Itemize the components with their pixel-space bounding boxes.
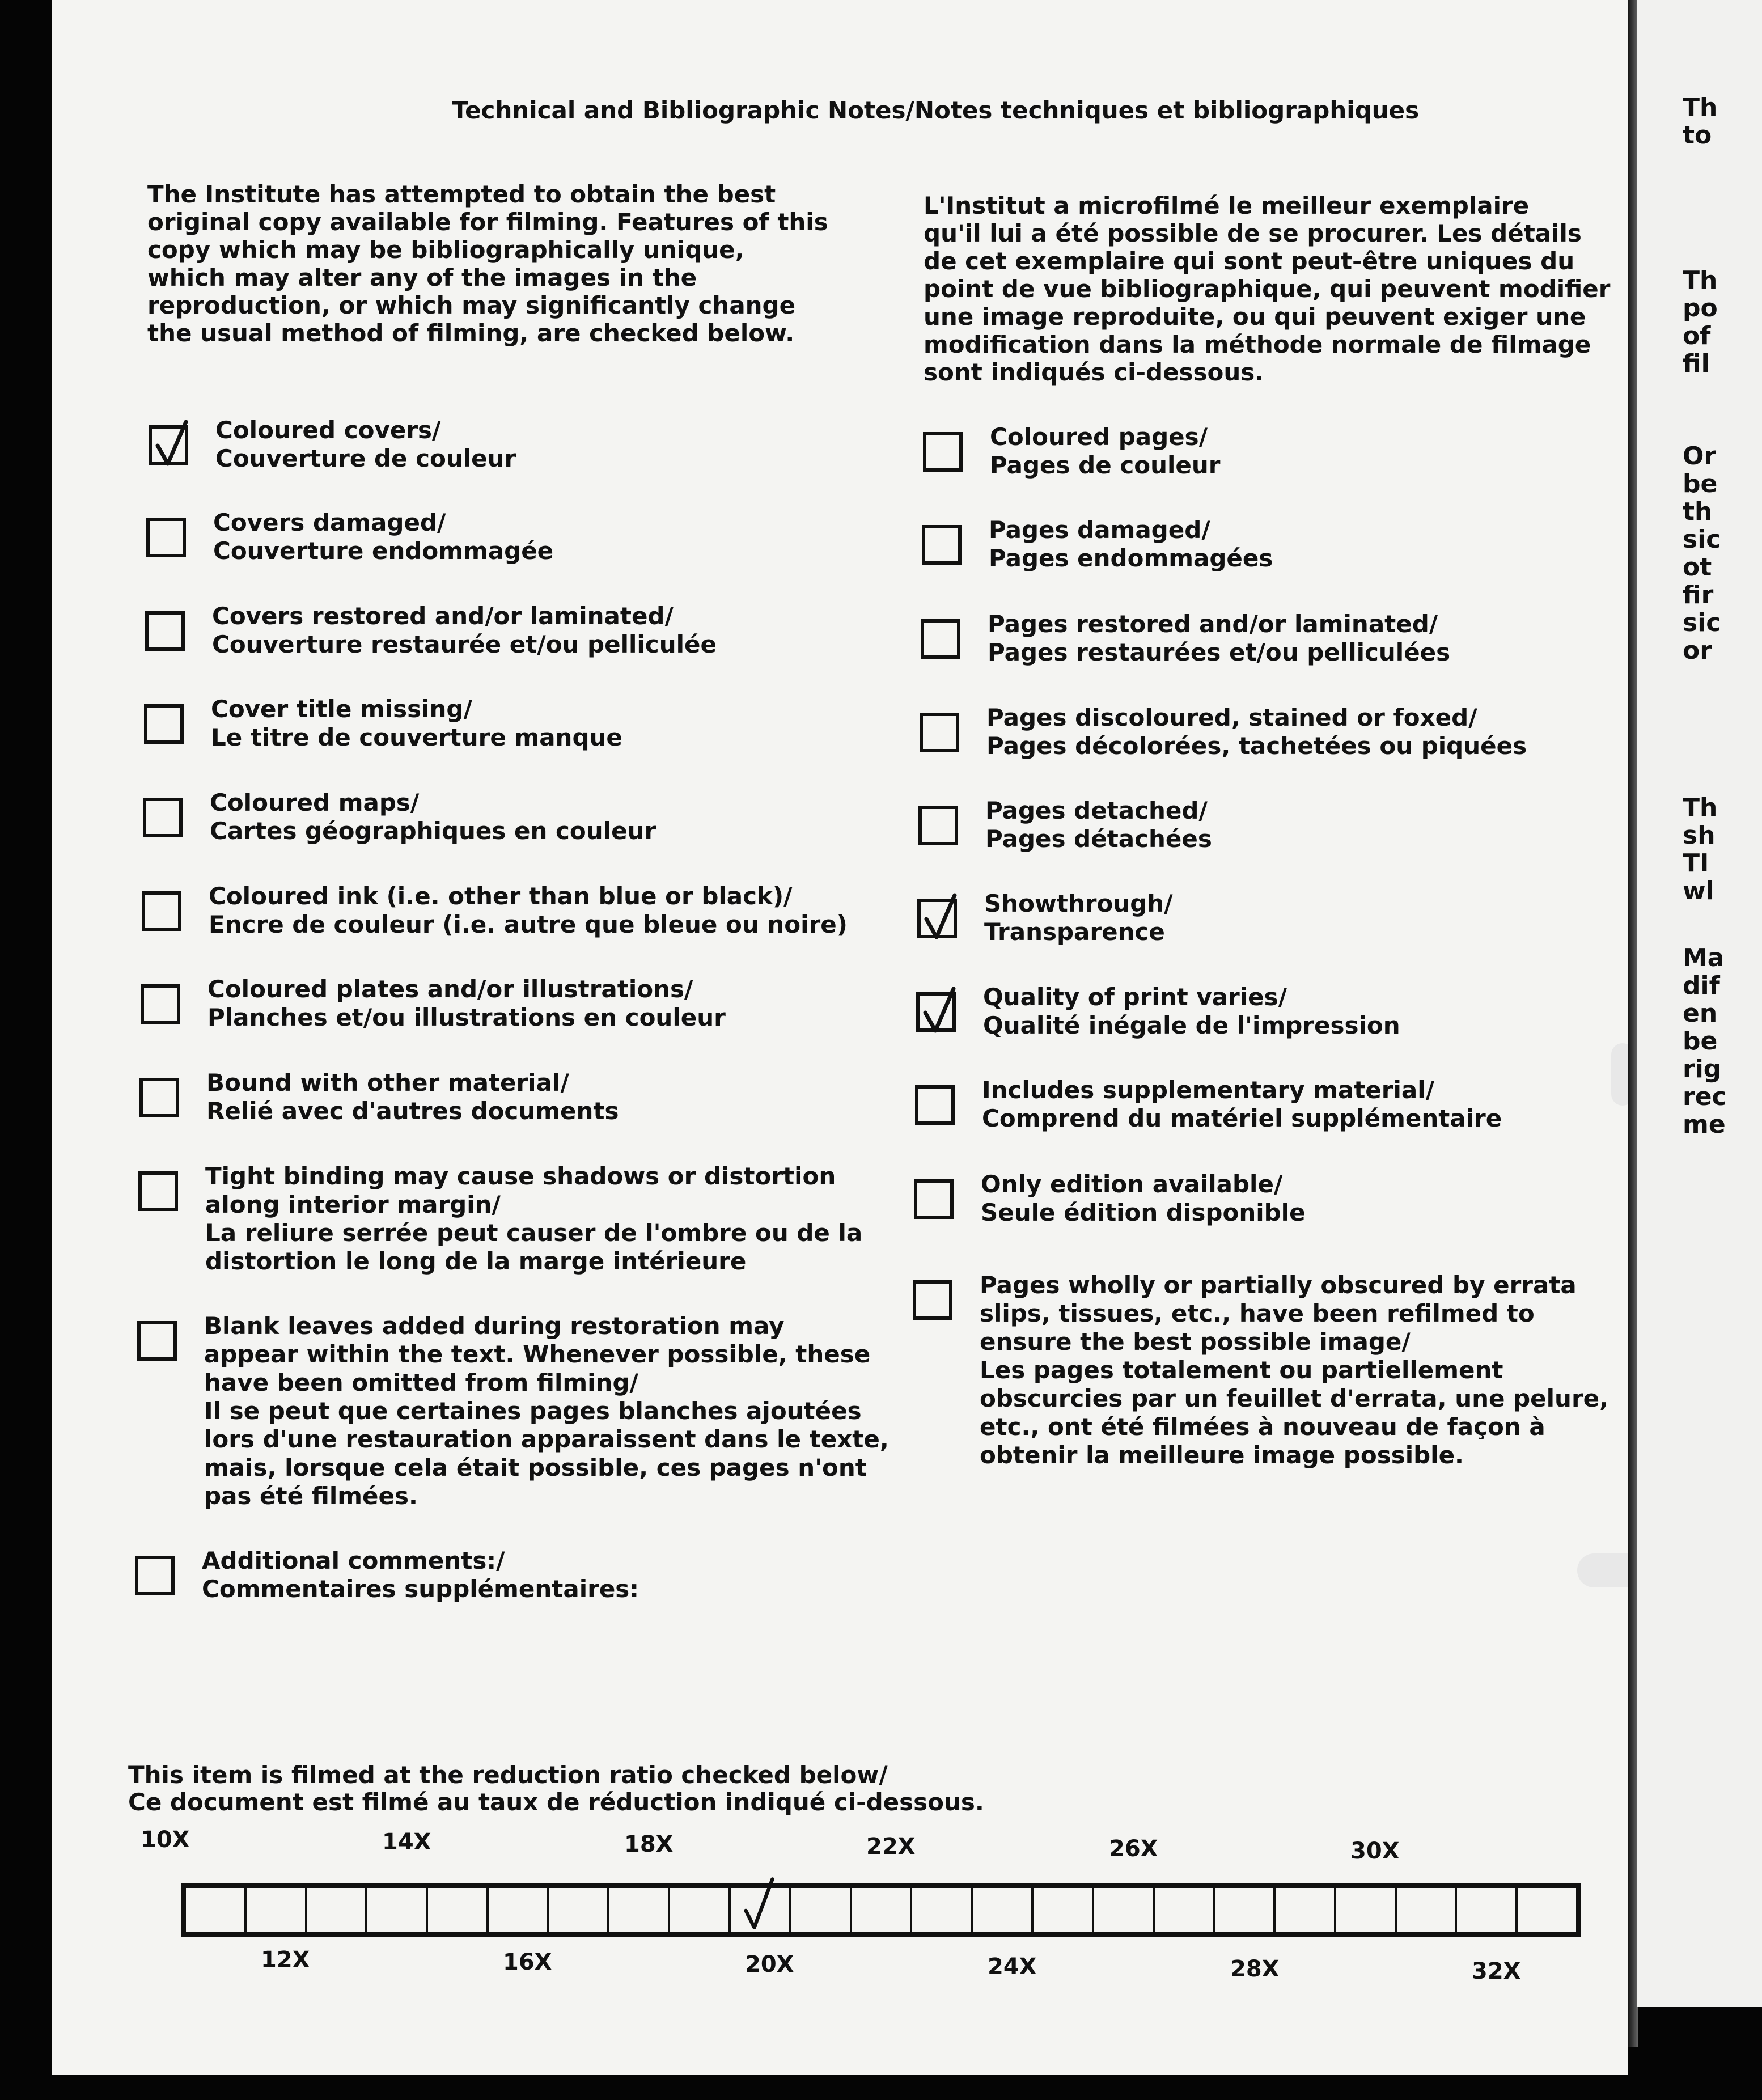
intro-french: L'Institut a microfilmé le meilleur exemplaire qu'il lui a été possible de se procurer. Les détails de cet exemplaire qui sont peut-être uniques du point de vue bibliographique, qui peuvent modifier une image reproduite, ou qui peuvent exiger une modification dans la méthode normale de filmage sont indiqués ci-dessous. xyxy=(924,192,1611,386)
checkbox[interactable] xyxy=(917,899,957,938)
checklist-label: Covers damaged/ Couverture endommagée xyxy=(213,509,554,565)
checklist-label: Tight binding may cause shadows or distortion along interior margin/ La reliure serrée peut causer de l'ombre ou de la distortion le long de la marge intérieure xyxy=(205,1162,863,1275)
checklist-label: Pages restored and/or laminated/ Pages restaurées et/ou pelliculées xyxy=(988,610,1451,666)
checklist-label: Only edition available/ Seule édition disponible xyxy=(981,1170,1306,1226)
checklist-label: Blank leaves added during restoration may appear within the text. Whenever possible, these have been omitted from filming/ Il se peut que certaines pages blanches ajoutées lors d'une restauration apparaissent dans le texte, mais, lorsque cela était possible, ces pages n'ont pas été filmées. xyxy=(204,1312,889,1510)
ratio-cell[interactable] xyxy=(367,1888,428,1932)
checkbox[interactable] xyxy=(916,992,956,1032)
ratio-cell[interactable] xyxy=(609,1888,670,1932)
ratio-cell[interactable] xyxy=(489,1888,549,1932)
ratio-cell[interactable] xyxy=(731,1888,791,1932)
ratio-cell[interactable] xyxy=(670,1888,731,1932)
checkbox[interactable] xyxy=(914,1179,954,1219)
checklist-label: Pages detached/ Pages détachées xyxy=(985,797,1212,853)
ratio-cell[interactable] xyxy=(1215,1888,1276,1932)
checkbox[interactable] xyxy=(135,1556,175,1595)
checkbox[interactable] xyxy=(144,704,184,744)
ratio-cell[interactable] xyxy=(428,1888,489,1932)
checklist-label: Coloured maps/ Cartes géographiques en couleur xyxy=(210,789,656,845)
ratio-cell[interactable] xyxy=(912,1888,973,1932)
checkbox[interactable] xyxy=(921,619,960,659)
checkbox[interactable] xyxy=(915,1085,955,1125)
reduction-ratio-grid xyxy=(181,1883,1581,1937)
ratio-cell[interactable] xyxy=(1034,1888,1094,1932)
reduction-statement: This item is filmed at the reduction ratio checked below/ Ce document est filmé au taux de réduction indiqué ci-dessous. xyxy=(128,1761,984,1816)
ratio-label: 18X xyxy=(624,1831,674,1857)
checklist-label: Pages discoloured, stained or foxed/ Pages décolorées, tachetées ou piquées xyxy=(986,704,1527,760)
checkbox[interactable] xyxy=(139,1078,179,1117)
ratio-cell[interactable] xyxy=(1457,1888,1518,1932)
checkbox[interactable] xyxy=(920,713,959,752)
checkbox[interactable] xyxy=(142,891,181,931)
ratio-label: 30X xyxy=(1350,1838,1400,1864)
check-mark-icon xyxy=(922,985,956,1034)
fragment-text: Th sh TI wl xyxy=(1683,794,1718,905)
adjacent-page xyxy=(1637,0,1762,2007)
ratio-label: 24X xyxy=(988,1954,1037,1980)
checklist-label: Showthrough/ Transparence xyxy=(984,890,1173,946)
fragment-text: Ma dif en be rig rec me xyxy=(1683,944,1727,1138)
fragment-text: Th to xyxy=(1683,94,1718,149)
checklist-label: Coloured covers/ Couverture de couleur xyxy=(215,416,516,472)
checklist-label: Coloured ink (i.e. other than blue or black)/ Encre de couleur (i.e. autre que bleue ou noire) xyxy=(209,882,848,938)
checkbox[interactable] xyxy=(146,518,186,557)
ratio-label: 28X xyxy=(1230,1956,1280,1982)
checkbox[interactable] xyxy=(141,984,180,1024)
intro-english: The Institute has attempted to obtain the best original copy available for filming. Features of this copy which may be bibliographically unique, which may alter any of the images in the reproduction, or which may significantly change the usual method of filming, are checked below. xyxy=(147,180,828,347)
ratio-label: 10X xyxy=(141,1827,190,1853)
ratio-cell[interactable] xyxy=(1336,1888,1397,1932)
ratio-label: 32X xyxy=(1472,1958,1521,1984)
checklist-label: Coloured pages/ Pages de couleur xyxy=(990,423,1221,479)
ratio-cell[interactable] xyxy=(1397,1888,1458,1932)
checkbox[interactable] xyxy=(145,611,185,651)
check-mark-icon xyxy=(923,892,957,941)
checklist-label: Pages wholly or partially obscured by errata slips, tissues, etc., have been refilmed to ensure the best possible image/ Les pages totalement ou partiellement obscurcies par un feuillet d'errata, une pelure, etc., ont été filmées à nouveau de façon à obtenir la meilleure image possible. xyxy=(980,1271,1609,1469)
ratio-cell[interactable] xyxy=(1518,1888,1576,1932)
check-mark-icon xyxy=(741,1873,777,1932)
scanned-page xyxy=(52,0,1628,2075)
checklist-label: Coloured plates and/or illustrations/ Planches et/ou illustrations en couleur xyxy=(207,975,726,1031)
check-mark-icon xyxy=(154,418,188,467)
ratio-label: 12X xyxy=(261,1947,310,1973)
checkbox[interactable] xyxy=(923,432,963,472)
fragment-text: Th po of fil xyxy=(1683,266,1718,378)
checkbox[interactable] xyxy=(143,798,183,837)
ratio-label: 20X xyxy=(745,1951,794,1978)
page-title: Technical and Bibliographic Notes/Notes techniques et bibliographiques xyxy=(452,96,1420,124)
checkbox[interactable] xyxy=(149,425,188,465)
ratio-label: 26X xyxy=(1109,1836,1158,1862)
ratio-cell[interactable] xyxy=(186,1888,247,1932)
ratio-cell[interactable] xyxy=(791,1888,852,1932)
checkbox[interactable] xyxy=(918,806,958,845)
ratio-cell[interactable] xyxy=(549,1888,610,1932)
ratio-cell[interactable] xyxy=(1276,1888,1336,1932)
checklist-label: Quality of print varies/ Qualité inégale de l'impression xyxy=(983,983,1400,1039)
checkbox[interactable] xyxy=(137,1321,177,1361)
checklist-label: Covers restored and/or laminated/ Couverture restaurée et/ou pelliculée xyxy=(212,602,717,658)
ratio-cell[interactable] xyxy=(247,1888,307,1932)
checkbox[interactable] xyxy=(913,1280,952,1320)
checklist-label: Additional comments:/ Commentaires supplémentaires: xyxy=(202,1547,639,1603)
ratio-label: 14X xyxy=(382,1829,431,1855)
checkbox[interactable] xyxy=(922,525,962,565)
checklist-label: Cover title missing/ Le titre de couverture manque xyxy=(211,695,622,751)
ratio-cell[interactable] xyxy=(1094,1888,1155,1932)
ratio-label: 16X xyxy=(503,1949,552,1975)
checklist-label: Includes supplementary material/ Comprend du matériel supplémentaire xyxy=(982,1076,1502,1132)
ratio-cell[interactable] xyxy=(307,1888,368,1932)
ratio-cell[interactable] xyxy=(852,1888,913,1932)
ratio-cell[interactable] xyxy=(1155,1888,1215,1932)
ratio-cell[interactable] xyxy=(973,1888,1034,1932)
checklist-label: Bound with other material/ Relié avec d'autres documents xyxy=(206,1069,619,1125)
ratio-label: 22X xyxy=(866,1834,916,1860)
checklist-label: Pages damaged/ Pages endommagées xyxy=(989,516,1273,572)
checkbox[interactable] xyxy=(138,1171,178,1211)
fragment-text: Or be th sic ot fir sic or xyxy=(1683,442,1721,664)
